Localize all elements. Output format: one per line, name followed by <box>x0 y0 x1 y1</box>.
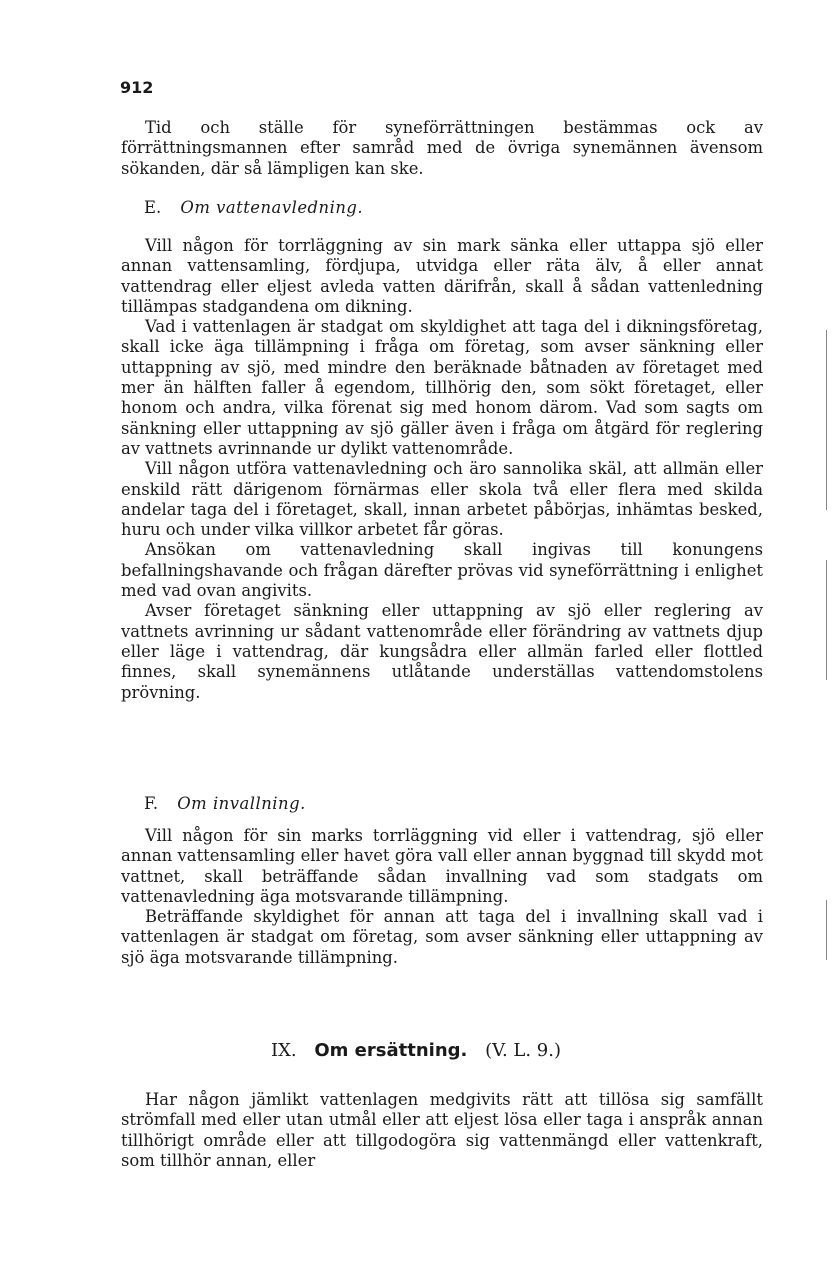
paragraph: Vill någon för torrläggning av sin mark sänka eller uttappa sjö eller annan vattensamling, fördjupa, utvidga eller räta älv, å eller annat vattendrag eller eljest avleda vatten därifrån, skall å sådan vattenledning tillämpas stadgandena om dikning. <box>121 236 763 316</box>
paragraph: Avser företaget sänkning eller uttappning av sjö eller reglering av vattnets avrinning ur sådant vattenområde eller förändring av vattnets djup eller läge i vattendrag, där kungsådra eller allmän farled eller flottled finnes, skall synemännens utlåtande underställas vattendomstolens prövning. <box>121 601 763 702</box>
chapter-reference: (V. L. 9.) <box>485 1040 562 1061</box>
paragraph: Vill någon för sin marks torrläggning vid eller i vattendrag, sjö eller annan vattensamling eller havet göra vall eller annan byggnad till skydd mot vattnet, skall beträffande sådan invallning vad som stadgats om vattenavledning äga motsvarande tillämpning. <box>121 826 763 906</box>
paragraph: Tid och ställe för syneförrättningen bestämmas ock av förrättningsmannen efter samråd med de övriga synemännen ävensom sökanden, där så lämpligen kan ske. <box>121 118 763 178</box>
page-edge-mark <box>826 900 827 960</box>
paragraph: Beträffande skyldighet för annan att taga del i invallning skall vad i vattenlagen är stadgat om företag, som avser sänkning eller uttappning av sjö äga motsvarande tillämpning. <box>121 907 763 967</box>
paragraph: Vad i vattenlagen är stadgat om skyldighet att taga del i dikningsföretag, skall icke äga tillämpning i fråga om företag, som avser sänkning eller uttappning av sjö, med mindre den beräknade båtnaden av företaget med mer än hälften faller å egendom, tillhörig den, som sökt företaget, eller honom och andra, vilka förenat sig med honom därom. Vad som sagts om sänkning eller uttappning av sjö gäller även i fråga om åtgärd för reglering av vattnets avrinnande ur dylikt vattenområde. <box>121 317 763 458</box>
chapter-numeral: IX. <box>270 1040 297 1061</box>
page-edge-mark <box>826 560 827 680</box>
section-heading-f <box>144 794 306 814</box>
page-number: 912 <box>120 78 154 97</box>
section-heading-e <box>144 198 363 218</box>
section-letter: F. <box>144 794 159 813</box>
section-e-body <box>121 236 763 703</box>
paragraph: Har någon jämlikt vattenlagen medgivits rätt att tillösa sig samfällt strömfall med eller utan utmål eller att eljest lösa eller taga i anspråk annan tillhörigt område eller att tillgodogöra sig vattenmängd eller vattenkraft, som tillhör annan, eller <box>121 1090 763 1170</box>
paragraph: Ansökan om vattenavledning skall ingivas till konungens befallningshavande och frågan därefter prövas vid syneförrättning i enlighet med vad ovan angivits. <box>121 540 763 601</box>
section-letter: E. <box>144 198 162 217</box>
chapter-title: Om ersättning. <box>314 1040 468 1061</box>
section-title: Om invallning. <box>177 794 306 813</box>
section-title: Om vattenavledning. <box>180 198 364 217</box>
chapter-ix-body <box>121 1090 763 1171</box>
chapter-heading <box>0 1040 832 1062</box>
section-f-body <box>121 826 763 968</box>
paragraph: Vill någon utföra vattenavledning och äro sannolika skäl, att allmän eller enskild rätt därigenom förnärmas eller skola två eller flera med skilda andelar taga del i företaget, skall, innan arbetet påbörjas, inhämtas besked, huru och under vilka villkor arbetet får göras. <box>121 459 763 540</box>
page-edge-mark <box>826 330 827 510</box>
intro-text <box>121 118 763 179</box>
